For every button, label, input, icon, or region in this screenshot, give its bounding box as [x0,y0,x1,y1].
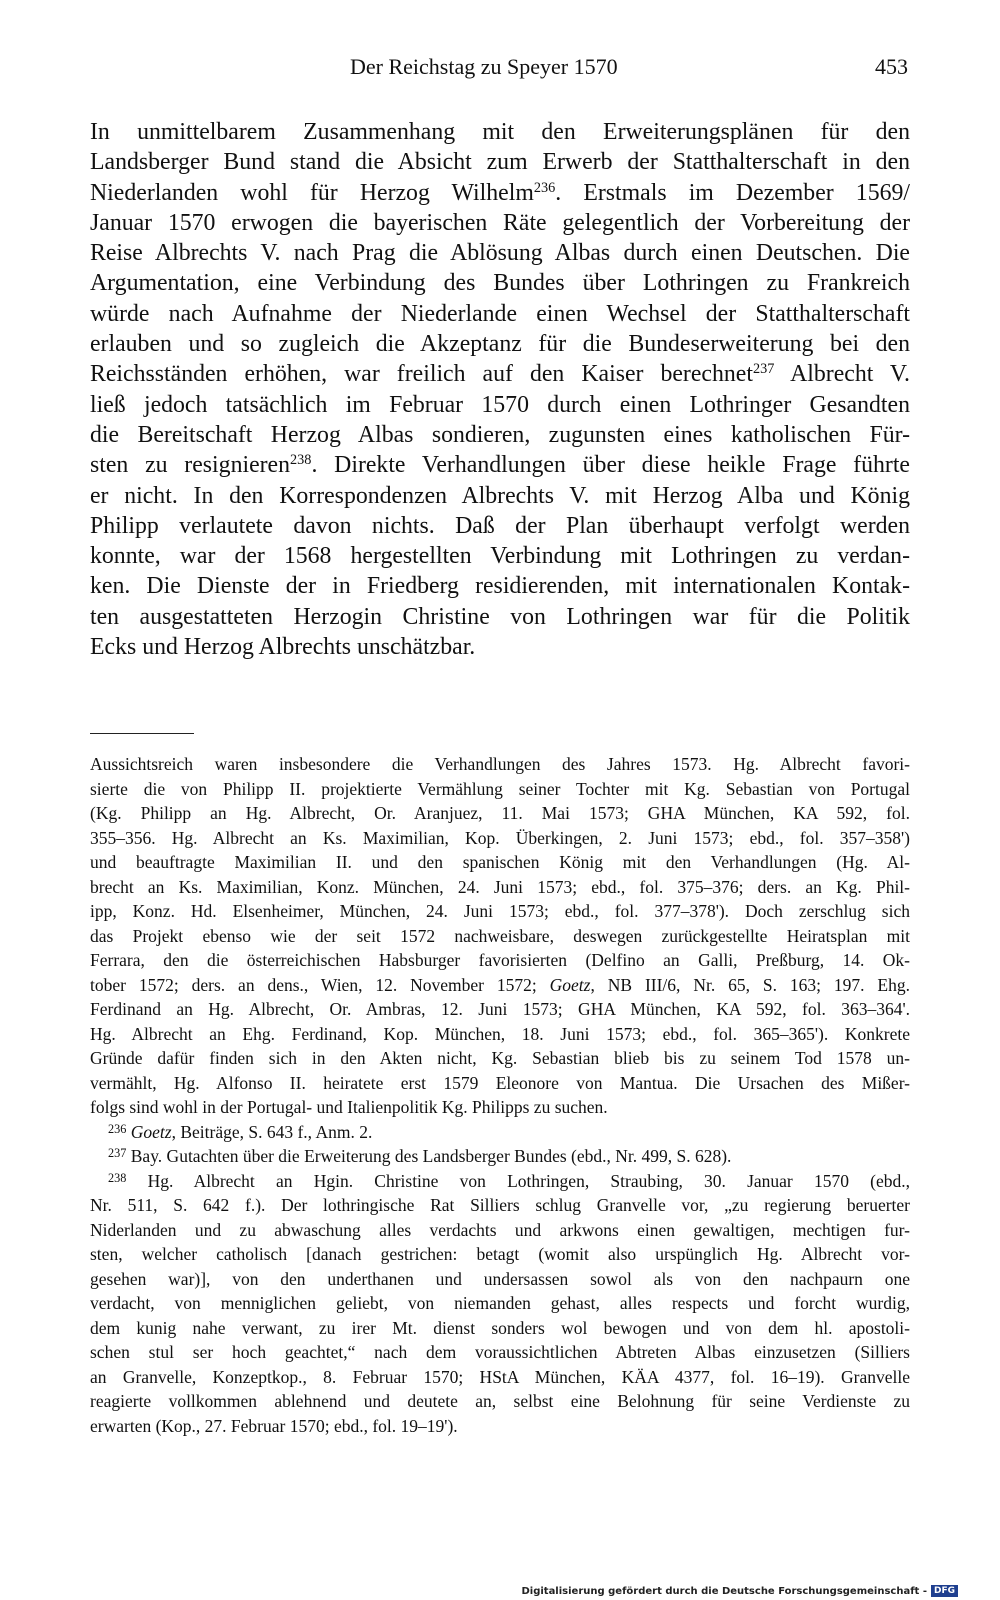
text-line: erlauben und so zugleich die Akzeptanz für die Bundeserweiterung bei den [90,331,910,358]
footnote-line: sierte die von Philipp II. projektierte Vermählung seiner Tochter mit Kg. Sebastian von Portugal [90,778,910,799]
text-segment: Reichsständen erhöhen, war freilich auf den Kaiser berechnet [90,361,753,388]
text-segment: tober 1572; ders. an dens., Wien, 12. November 1572; [90,974,550,995]
footnote-number: 236 [108,1121,127,1136]
footnote-line: verdacht, von menniglichen geliebt, von niemanden gehast, alles respects und forcht wurdig, [90,1293,910,1313]
footnote-text: Hg. Albrecht an Hgin. Christine von Lothringen, Straubing, 30. Januar 1570 (ebd., [126,1170,910,1191]
digitization-note [521,1583,958,1599]
author-citation: Goetz [549,974,591,995]
footnote-line: dem kunig nahe verwant, zu irer Mt. dienst sonders wol bewogen und von dem hl. apostoli- [90,1317,910,1338]
text-line: würde nach Aufnahme der Niederlande einen Wechsel der Statthalterschaft [90,300,910,327]
text-line: Landsberger Bund stand die Absicht zum Erwerb der Statthalterschaft in den [90,149,910,176]
main-text [90,117,910,662]
text-line [90,450,910,480]
text-segment: sten zu resignieren [90,452,291,479]
text-line: er nicht. In den Korrespondenzen Albrechts V. mit Herzog Alba und König [90,482,910,509]
text-line: In unmittelbarem Zusammenhang mit den Erweiterungsplänen für den [90,119,910,145]
footnote-238 [90,1169,910,1194]
footnote-line: gesehen war)], von den underthanen und undersassen sowol als von den nachpaurn one [90,1268,910,1289]
text-line: Januar 1570 erwogen die bayerischen Räte gelegentlich der Vorbereitung der [90,209,910,236]
footnote-line: das Projekt ebenso wie der seit 1572 nachweisbare, deswegen zurückgestellte Heiratsplan mit [90,925,910,946]
text-segment: Niederlanden wohl für Herzog Wilhelm [90,179,534,206]
footnote-line: Niderlanden und zu abwaschung alles verdachts und arkwons einen gewaltigen, mechtigen fur- [90,1219,910,1240]
text-line: ten ausgestatteten Herzogin Christine von Lothringen war für die Politik [90,603,910,630]
text-line: ließ jedoch tatsächlich im Februar 1570 durch einen Lothringer Gesandten [90,391,910,418]
running-title: Der Reichstag zu Speyer 1570 [350,54,618,79]
footnote-ref-237[interactable]: 237 [752,361,775,378]
footnote-line: vermählt, Hg. Alfonso II. heiratete erst 1579 Eleonore von Mantua. Die Ursachen des Mißer- [90,1072,910,1093]
footnote-text: Bay. Gutachten über die Erweiterung des Landsberger Bundes (ebd., Nr. 499, S. 628). [126,1146,732,1166]
text-line: Argumentation, eine Verbindung des Bundes über Lothringen zu Frankreich [90,270,910,297]
footnote-line: schen stul ser hoch geachtet,“ nach dem voraussichtlichen Abtreten Albas einzusetzen (Silliers [90,1342,910,1362]
dfg-logo[interactable]: DFG [931,1585,958,1597]
footnote-line: Nr. 511, S. 642 f.). Der lothringische Rat Silliers schlug Granvelle vor, „zu regierung beruerter [90,1195,910,1215]
footnote-line: 355–356. Hg. Albrecht an Ks. Maximilian, Kop. Überkingen, 2. Juni 1573; ebd., fol. 357–358') [90,827,910,848]
text-line: konnte, war der 1568 hergestellten Verbindung mit Lothringen zu verdan- [90,543,910,570]
footnote-number: 238 [108,1170,127,1185]
footnote-line: Ferdinand an Hg. Albrecht, Or. Ambras, 12. Juni 1573; GHA München, KA 592, fol. 363–364'. [90,999,910,1019]
text-line [90,359,910,389]
footnote-236 [90,1120,910,1145]
footnote-line: Aussichtsreich waren insbesondere die Verhandlungen des Jahres 1573. Hg. Albrecht favori- [90,754,910,774]
text-line: ken. Die Dienste der in Friedberg residierenden, mit internationalen Kontak- [90,573,910,600]
footnote-line [90,973,910,998]
footnote-line: reagierte vollkommen ablehnend und deutete an, selbst eine Belohnung für seine Verdienste zu [90,1391,910,1411]
running-head [90,54,910,90]
text-segment: , NB III/6, Nr. 65, S. 163; 197. Ehg. [590,974,910,995]
footnote-number: 237 [108,1146,127,1161]
footnote-line: ipp, Konz. Hd. Elsenheimer, München, 24. Juni 1573; ebd., fol. 377–378'). Doch zerschlug sich [90,901,910,921]
footnote-line: sten, welcher catholisch [danach gestrichen: betagt (womit also urspünglich Hg. Albrecht vor- [90,1244,910,1264]
footnote-text: , Beiträge, S. 643 f., Anm. 2. [171,1121,373,1142]
footnote-line: (Kg. Philipp an Hg. Albrecht, Or. Aranjuez, 11. Mai 1573; GHA München, KA 592, fol. [90,803,910,823]
footnote-line: an Granvelle, Konzeptkop., 8. Februar 1570; HStA München, KÄA 4377, fol. 16–19). Granvelle [90,1366,910,1387]
text-line: Ecks und Herzog Albrechts unschätzbar. [90,634,476,661]
text-line [90,178,910,208]
text-line: die Bereitschaft Herzog Albas sondieren, zugunsten eines katholischen Für- [90,421,910,448]
text-line: Philipp verlautete davon nichts. Daß der Plan überhaupt verfolgt werden [90,512,910,539]
footnote-divider [90,733,194,734]
footnote-line: Hg. Albrecht an Ehg. Ferdinand, Kop. München, 18. Juni 1573; ebd., fol. 365–365'). Konkrete [90,1023,910,1044]
footnotes [90,752,910,1438]
footnote-ref-238[interactable]: 238 [290,452,312,469]
footnote-line: und beauftragte Maximilian II. und den spanischen König mit den Verhandlungen (Hg. Al- [90,852,910,872]
footnote-line: erwarten (Kop., 27. Februar 1570; ebd., fol. 19–19'). [90,1415,458,1436]
footnote-line: Ferrara, den die österreichischen Habsburger favorisierten (Delfino an Galli, Preßburg, 14. Ok- [90,950,910,970]
footnote-line: folgs sind wohl in der Portugal- und Italienpolitik Kg. Philipps zu suchen. [90,1097,608,1117]
author-citation: Goetz [130,1121,172,1142]
text-line: Reise Albrechts V. nach Prag die Ablösung Albas durch einen Deutschen. Die [90,240,910,267]
footnote-237 [90,1144,910,1169]
footnote-line: Gründe dafür finden sich in den Akten nicht, Kg. Sebastian blieb bis zu seinem Tod 1578 un- [90,1048,910,1068]
text-segment: Albrecht V. [774,361,910,388]
text-segment: . Erstmals im Dezember 1569/ [555,179,911,206]
footnote-line: brecht an Ks. Maximilian, Konz. München, 24. Juni 1573; ebd., fol. 375–376; ders. an Kg. Phil- [90,876,910,897]
digitization-text: Digitalisierung gefördert durch die Deutsche Forschungsgemeinschaft - [521,1585,927,1597]
text-segment: . Direkte Verhandlungen über diese heikle Frage führte [311,452,910,479]
page-number: 453 [875,54,908,79]
footnote-ref-236[interactable]: 236 [533,179,556,196]
